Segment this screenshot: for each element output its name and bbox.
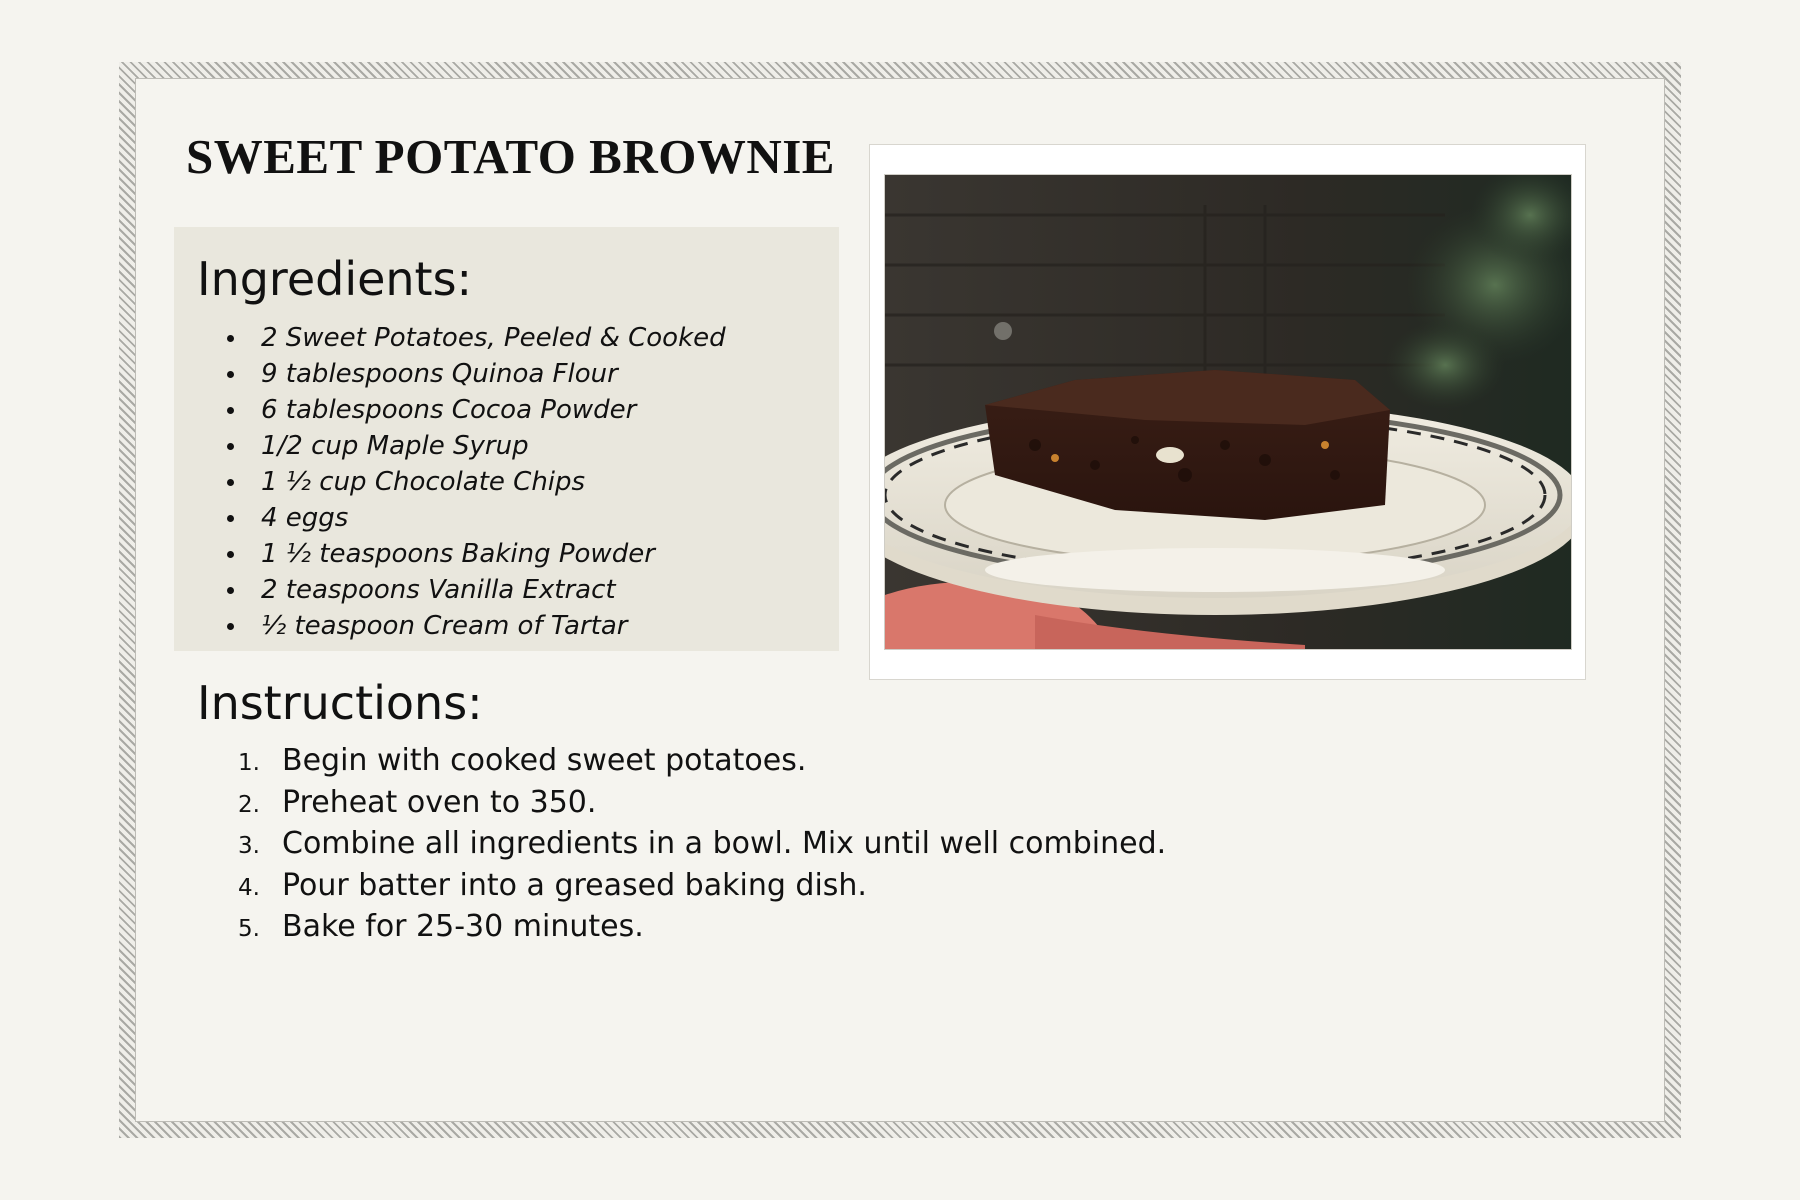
step-number: 4. — [238, 874, 260, 901]
ingredient-item — [225, 572, 726, 608]
ingredient-item — [225, 536, 726, 572]
ingredient-item — [225, 392, 726, 428]
ingredient-text: 2 Sweet Potatoes, Peeled & Cooked — [261, 323, 726, 353]
step-number: 1. — [238, 750, 260, 776]
ingredient-item — [225, 608, 726, 644]
bullet-icon — [227, 371, 234, 378]
bullet-icon — [227, 407, 234, 414]
step-text: Pour batter into a greased baking dish. — [282, 867, 867, 903]
instruction-step — [238, 823, 1166, 865]
step-text: Bake for 25-30 minutes. — [282, 909, 644, 944]
instructions-heading: Instructions: — [197, 676, 483, 730]
ingredients-list — [225, 320, 726, 644]
recipe-title: SWEET POTATO BROWNIE — [186, 129, 835, 184]
bullet-icon — [227, 479, 234, 486]
ingredient-item — [225, 320, 726, 356]
step-text: Preheat oven to 350. — [282, 784, 597, 820]
instruction-step — [238, 740, 1166, 782]
step-text: Combine all ingredients in a bowl. Mix until well combined. — [282, 826, 1167, 861]
bullet-icon — [227, 587, 234, 594]
ingredient-text: 1 ½ teaspoons Baking Powder — [261, 539, 655, 569]
instruction-step — [238, 782, 1166, 824]
bullet-icon — [227, 623, 234, 630]
bullet-icon — [227, 335, 234, 342]
ingredient-item — [225, 356, 726, 392]
ingredient-item — [225, 428, 726, 464]
ingredient-text: 4 eggs — [261, 503, 349, 533]
ingredient-text: 9 tablespoons Quinoa Flour — [261, 359, 618, 389]
step-text: Begin with cooked sweet potatoes. — [282, 743, 807, 778]
ingredient-text: ½ teaspoon Cream of Tartar — [261, 611, 628, 641]
ingredient-item — [225, 500, 726, 536]
bullet-icon — [227, 551, 234, 558]
step-number: 5. — [238, 916, 260, 942]
photo-frame — [869, 144, 1586, 680]
ingredient-text: 1/2 cup Maple Syrup — [261, 431, 529, 461]
ingredient-text: 6 tablespoons Cocoa Powder — [261, 395, 637, 425]
instruction-step — [238, 906, 1166, 948]
bullet-icon — [227, 515, 234, 522]
brownie-illustration — [885, 175, 1572, 650]
ingredient-text: 2 teaspoons Vanilla Extract — [261, 575, 616, 605]
instruction-step — [238, 865, 1166, 907]
brownie-photo — [884, 174, 1572, 650]
instructions-list — [238, 740, 1166, 948]
step-number: 3. — [238, 833, 260, 859]
ingredients-heading: Ingredients: — [197, 252, 473, 306]
ingredient-item — [225, 464, 726, 500]
bullet-icon — [227, 443, 234, 450]
step-number: 2. — [238, 791, 260, 818]
ingredient-text: 1 ½ cup Chocolate Chips — [261, 467, 586, 497]
